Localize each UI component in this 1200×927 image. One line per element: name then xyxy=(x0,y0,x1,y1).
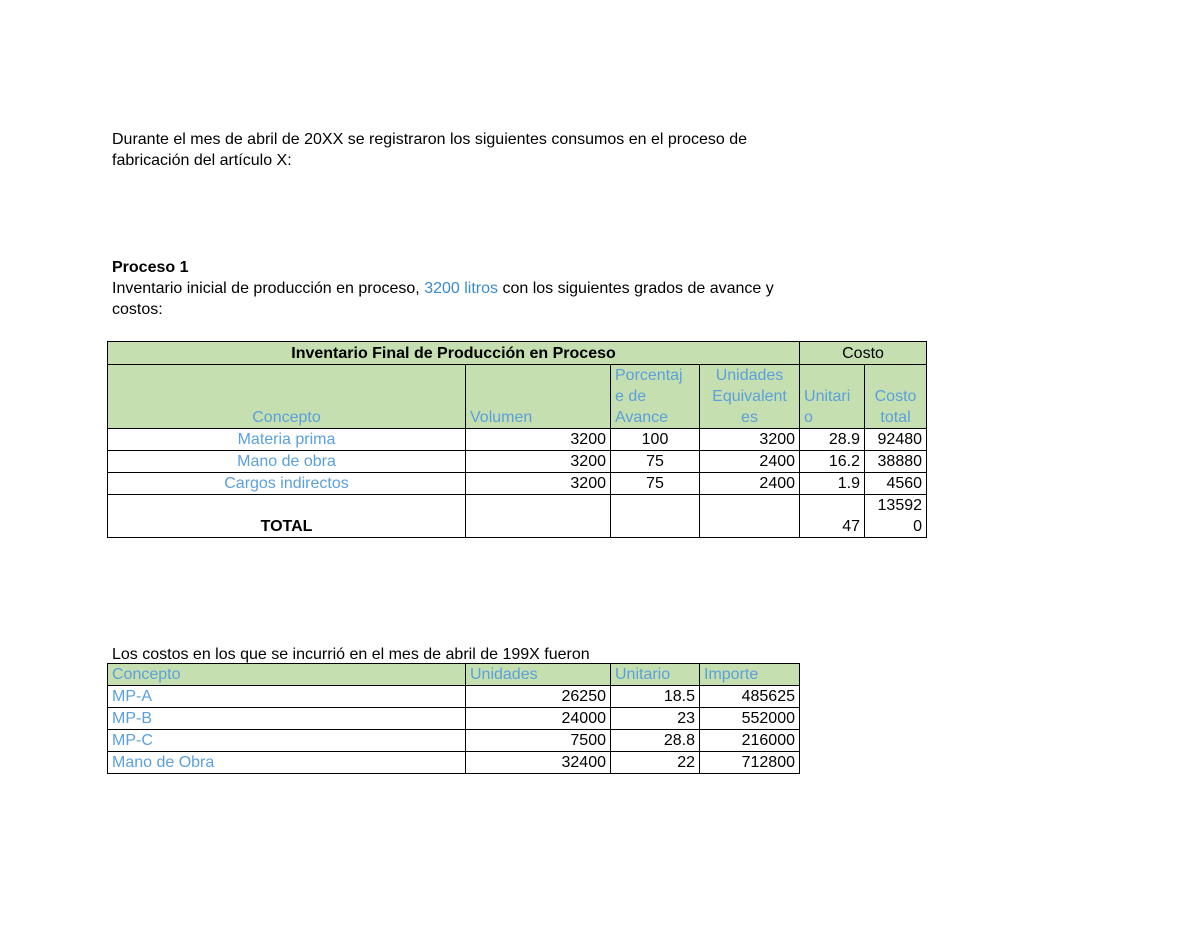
header-costo-total-line: Costo xyxy=(874,388,917,405)
row-costo-total: 38880 xyxy=(865,451,927,473)
header-unitario-line: o xyxy=(804,409,813,426)
row-unitario: 16.2 xyxy=(800,451,865,473)
total-row xyxy=(108,495,927,538)
row-unidades: 2400 xyxy=(700,473,800,495)
header-porcentaje-line: Porcentaj xyxy=(615,367,683,384)
row-volumen: 3200 xyxy=(466,429,611,451)
intro-paragraph xyxy=(112,129,747,171)
header-unidades-line: Unidades xyxy=(715,367,784,384)
total-costo-total-line: 0 xyxy=(913,518,923,535)
header-porcentaje-line: Avance xyxy=(615,409,669,426)
row-unitario: 22 xyxy=(611,752,700,774)
header-concepto: Concepto xyxy=(108,365,466,429)
header-unitario-line: Unitari xyxy=(804,388,851,405)
costos-intro: Los costos en los que se incurrió en el mes de abril de 199X fueron xyxy=(112,646,590,663)
header-costo-total-line: total xyxy=(880,409,911,426)
row-concepto: Mano de Obra xyxy=(108,752,466,774)
row-unitario: 23 xyxy=(611,708,700,730)
header-unitario: Unitario xyxy=(611,664,700,686)
row-concepto: Materia prima xyxy=(108,429,466,451)
inventario-table xyxy=(107,341,927,538)
row-importe: 552000 xyxy=(700,708,800,730)
table-row xyxy=(108,473,927,495)
costos-table xyxy=(107,663,800,774)
row-unidades: 7500 xyxy=(466,730,611,752)
row-costo-total: 4560 xyxy=(865,473,927,495)
header-importe: Importe xyxy=(700,664,800,686)
header-costo-total xyxy=(865,365,927,429)
costo-group-header: Costo xyxy=(800,342,927,365)
proceso-volume-highlight: 3200 litros xyxy=(424,280,499,297)
row-concepto: MP-B xyxy=(108,708,466,730)
table-row xyxy=(108,451,927,473)
total-unitario: 47 xyxy=(800,495,865,538)
row-unitario: 1.9 xyxy=(800,473,865,495)
row-unidades: 3200 xyxy=(700,429,800,451)
proceso-line-1 xyxy=(112,278,774,299)
proceso-line-1-post: con los siguientes grados de avance y xyxy=(498,280,774,297)
header-unidades-line: Equivalent xyxy=(712,388,787,405)
total-porcentaje-empty xyxy=(611,495,700,538)
row-unitario: 28.9 xyxy=(800,429,865,451)
row-porcentaje: 75 xyxy=(611,451,700,473)
table-row xyxy=(108,730,800,752)
row-concepto: Mano de obra xyxy=(108,451,466,473)
table-row xyxy=(108,686,800,708)
header-porcentaje-line: e de xyxy=(615,388,647,405)
header-concepto: Concepto xyxy=(108,664,466,686)
proceso-line-1-pre: Inventario inicial de producción en proceso, xyxy=(112,280,425,297)
intro-line-2: fabricación del artículo X: xyxy=(112,152,292,169)
row-volumen: 3200 xyxy=(466,473,611,495)
header-volumen: Volumen xyxy=(466,365,611,429)
row-concepto: MP-C xyxy=(108,730,466,752)
row-importe: 216000 xyxy=(700,730,800,752)
intro-line-1: Durante el mes de abril de 20XX se registraron los siguientes consumos en el proceso de xyxy=(112,131,748,148)
row-unitario: 18.5 xyxy=(611,686,700,708)
row-volumen: 3200 xyxy=(466,451,611,473)
row-porcentaje: 100 xyxy=(611,429,700,451)
row-concepto: Cargos indirectos xyxy=(108,473,466,495)
table-row xyxy=(108,429,927,451)
total-label: TOTAL xyxy=(108,495,466,538)
row-importe: 712800 xyxy=(700,752,800,774)
proceso-line-2: costos: xyxy=(112,301,163,318)
header-unidades-line: es xyxy=(741,409,758,426)
row-costo-total: 92480 xyxy=(865,429,927,451)
total-costo-total-line: 13592 xyxy=(877,497,923,514)
total-volumen-empty xyxy=(466,495,611,538)
header-unitario xyxy=(800,365,865,429)
header-porcentaje xyxy=(611,365,700,429)
row-importe: 485625 xyxy=(700,686,800,708)
row-concepto: MP-A xyxy=(108,686,466,708)
row-unidades: 32400 xyxy=(466,752,611,774)
table-row xyxy=(108,752,800,774)
inventario-title: Inventario Final de Producción en Proceso xyxy=(108,342,800,365)
row-unidades: 26250 xyxy=(466,686,611,708)
header-unidades: Unidades xyxy=(466,664,611,686)
row-unitario: 28.8 xyxy=(611,730,700,752)
row-unidades: 24000 xyxy=(466,708,611,730)
table-row xyxy=(108,708,800,730)
row-porcentaje: 75 xyxy=(611,473,700,495)
proceso-section xyxy=(112,257,774,320)
header-unidades xyxy=(700,365,800,429)
total-unidades-empty xyxy=(700,495,800,538)
row-unidades: 2400 xyxy=(700,451,800,473)
proceso-title: Proceso 1 xyxy=(112,259,189,276)
total-costo-total xyxy=(865,495,927,538)
